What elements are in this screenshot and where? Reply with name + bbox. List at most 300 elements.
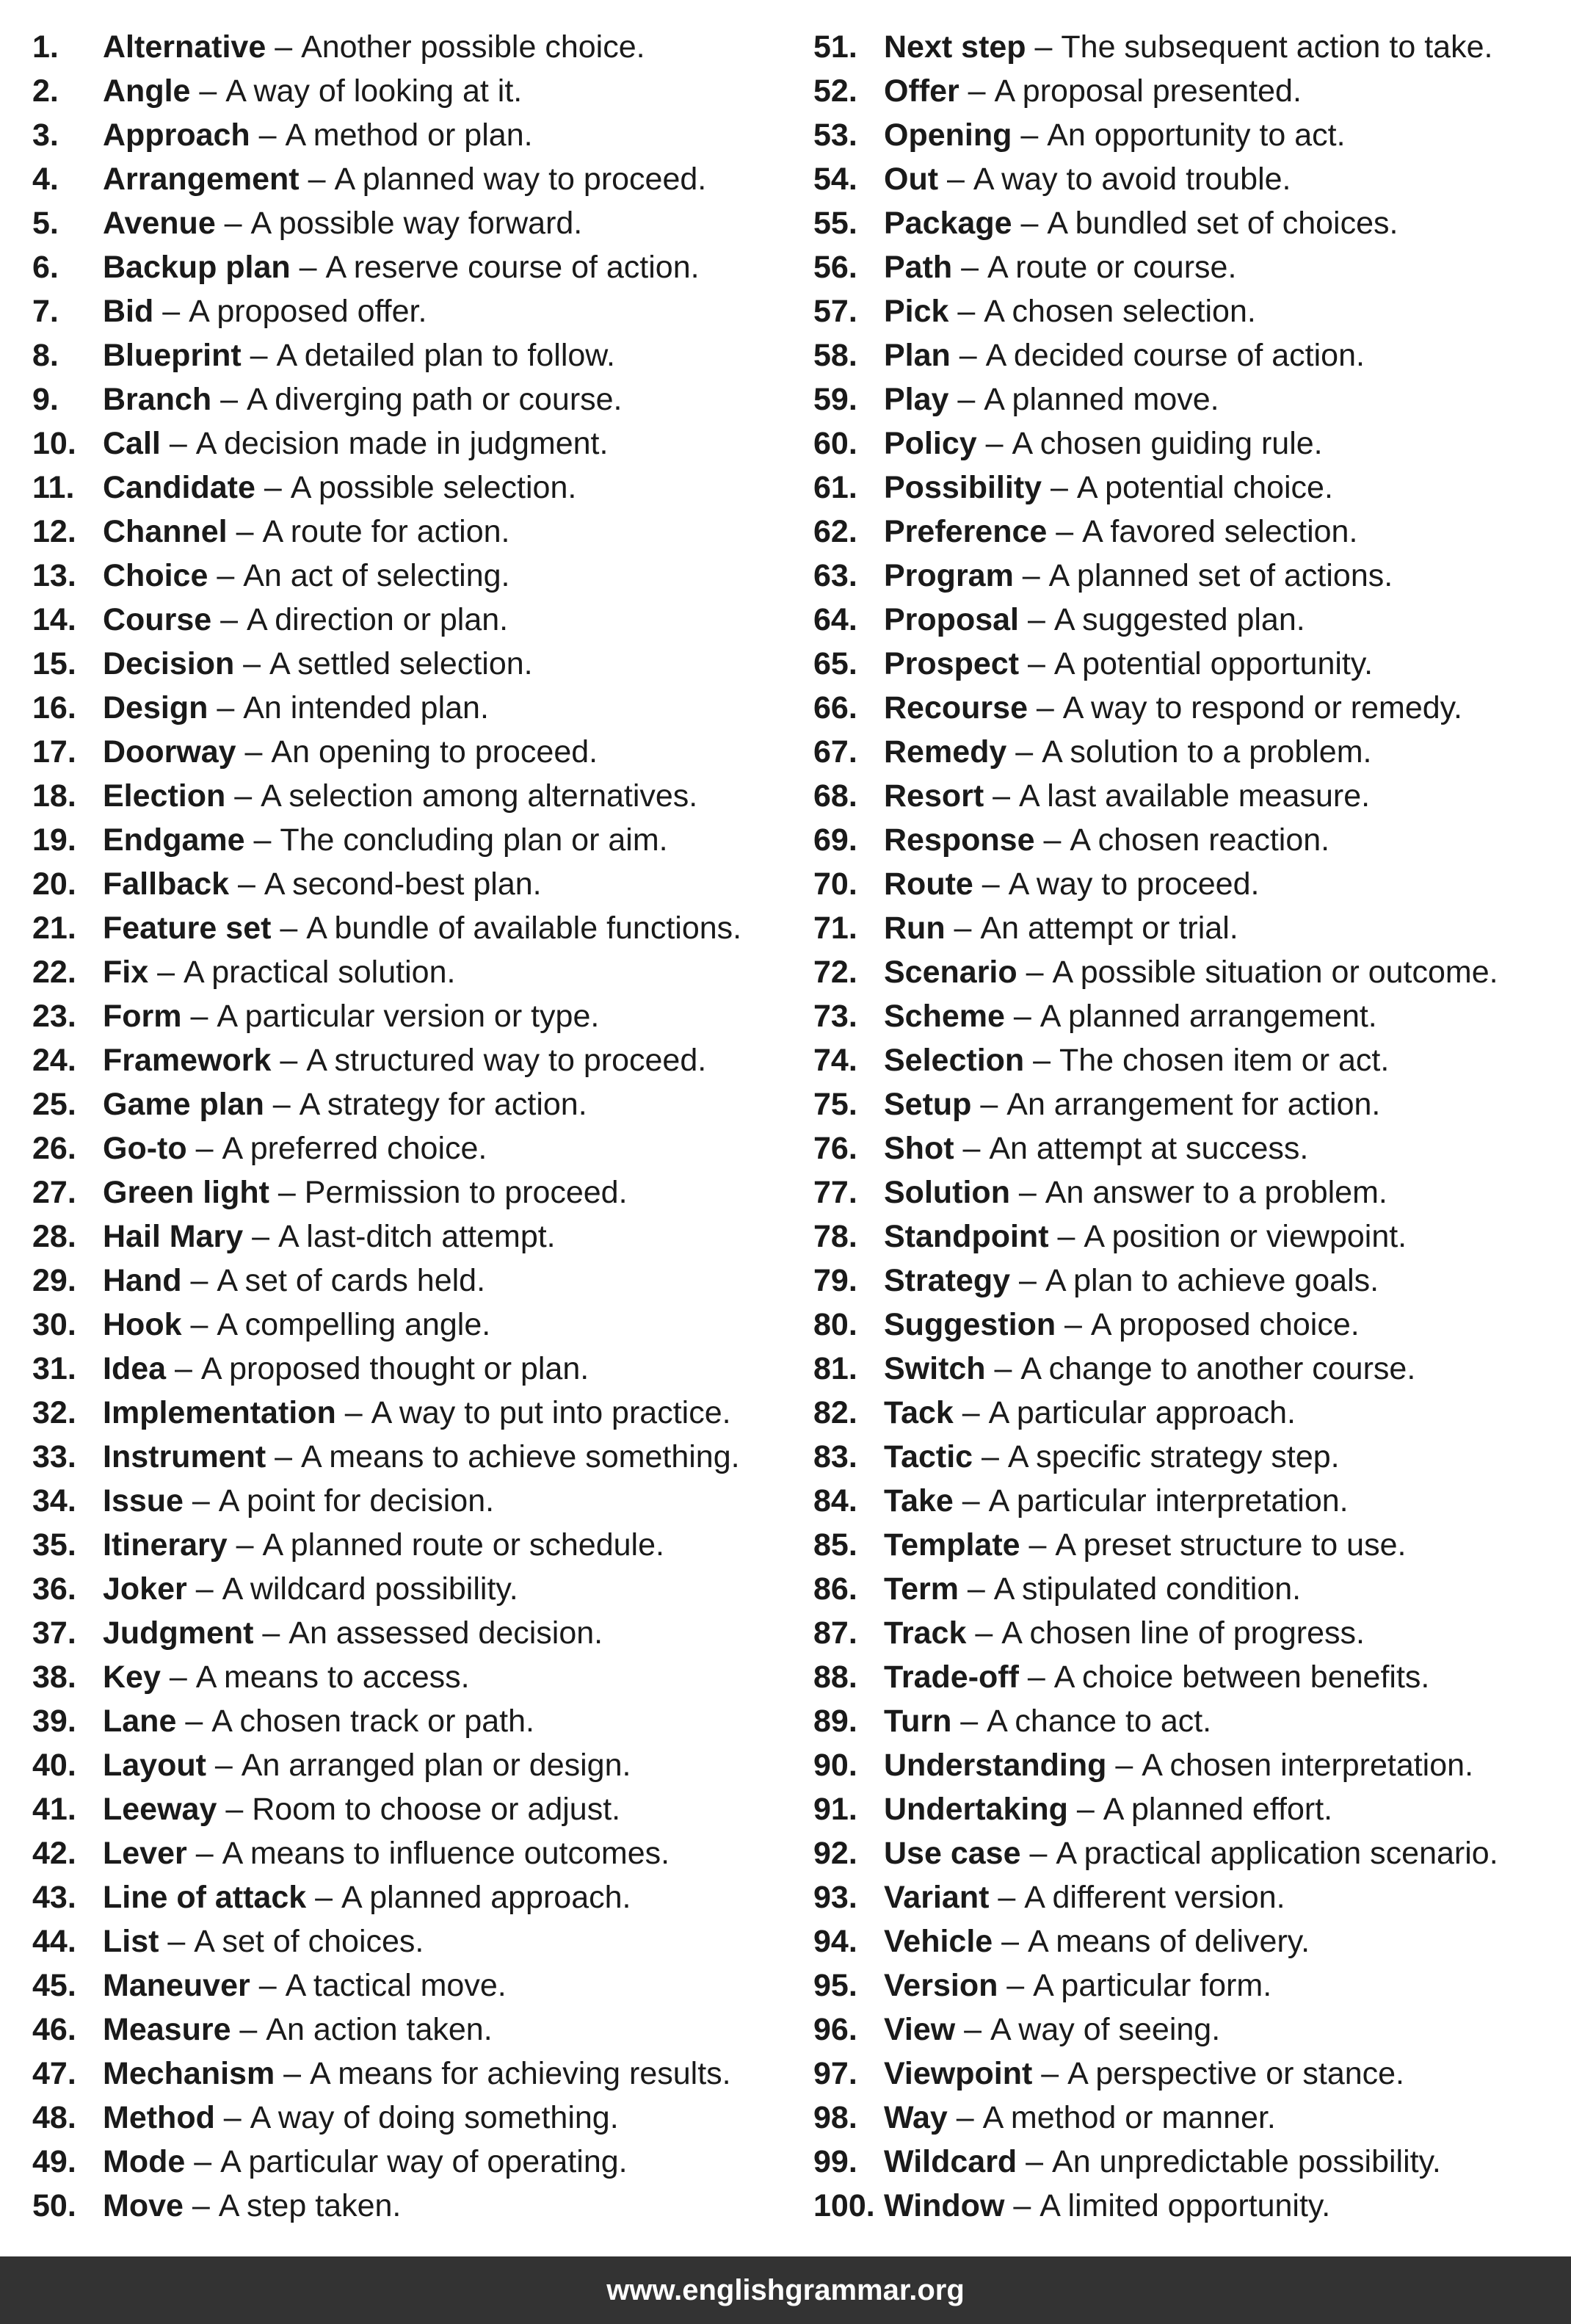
list-item xyxy=(32,245,810,289)
item-separator: – xyxy=(1056,1307,1091,1342)
item-separator: – xyxy=(266,29,302,65)
item-separator: – xyxy=(1067,1792,1103,1827)
item-definition: A stipulated condition. xyxy=(993,1571,1302,1607)
item-definition: A tactical move. xyxy=(285,1968,507,2003)
item-separator: – xyxy=(966,1615,1002,1651)
item-separator: – xyxy=(215,206,251,241)
item-term: Viewpoint xyxy=(884,2056,1033,2091)
item-term: Take xyxy=(884,1483,954,1518)
item-separator: – xyxy=(993,1924,1028,1959)
item-term: Line of attack xyxy=(103,1880,307,1915)
item-number: 75. xyxy=(813,1087,857,1122)
item-number: 99. xyxy=(813,2144,857,2179)
item-term: Bid xyxy=(103,294,154,329)
item-term: Hail Mary xyxy=(103,1219,244,1254)
item-term: Remedy xyxy=(884,734,1007,770)
item-definition: A planned effort. xyxy=(1103,1792,1333,1827)
list-item xyxy=(813,1787,1571,1831)
item-separator: – xyxy=(211,382,247,417)
list-item xyxy=(32,1038,810,1082)
list-item xyxy=(32,1170,810,1215)
item-separator: – xyxy=(1013,558,1049,593)
item-separator: – xyxy=(948,382,984,417)
item-term: Endgame xyxy=(103,822,245,858)
item-definition: A proposed choice. xyxy=(1090,1307,1360,1342)
item-term: Program xyxy=(884,558,1014,593)
item-number: 74. xyxy=(813,1043,857,1078)
item-number: 95. xyxy=(813,1968,857,2003)
item-number: 53. xyxy=(813,117,857,153)
item-term: Arrangement xyxy=(103,162,300,197)
item-number: 4. xyxy=(32,162,59,197)
list-item xyxy=(813,950,1571,994)
item-term: Strategy xyxy=(884,1263,1011,1298)
item-number: 64. xyxy=(813,602,857,637)
list-item xyxy=(32,1743,810,1787)
item-number: 22. xyxy=(32,955,76,990)
item-definition: A wildcard possibility. xyxy=(222,1571,518,1607)
item-number: 68. xyxy=(813,778,857,814)
item-number: 98. xyxy=(813,2100,857,2135)
list-item xyxy=(813,25,1571,69)
item-definition: Another possible choice. xyxy=(301,29,645,65)
item-separator: – xyxy=(227,514,263,549)
item-number: 18. xyxy=(32,778,76,814)
list-item xyxy=(32,1831,810,1875)
item-number: 24. xyxy=(32,1043,76,1078)
list-item xyxy=(32,510,810,554)
item-term: Fix xyxy=(103,955,149,990)
item-number: 12. xyxy=(32,514,76,549)
item-definition: A set of cards held. xyxy=(217,1263,486,1298)
item-number: 10. xyxy=(32,426,76,461)
item-definition: An assessed decision. xyxy=(289,1615,603,1651)
item-separator: – xyxy=(253,1615,289,1651)
list-item xyxy=(813,466,1571,510)
item-number: 54. xyxy=(813,162,857,197)
list-item xyxy=(32,1347,810,1391)
list-item xyxy=(813,686,1571,730)
list-item xyxy=(813,1215,1571,1259)
item-separator: – xyxy=(1027,690,1063,725)
item-separator: – xyxy=(160,1659,196,1695)
list-item xyxy=(32,2096,810,2140)
item-term: Route xyxy=(884,866,973,902)
item-term: Fallback xyxy=(103,866,230,902)
item-definition: An opening to proceed. xyxy=(271,734,598,770)
item-definition: A planned move. xyxy=(984,382,1219,417)
item-separator: – xyxy=(1047,514,1083,549)
item-definition: A detailed plan to follow. xyxy=(276,338,615,373)
item-definition: A last-ditch attempt. xyxy=(278,1219,556,1254)
item-definition: A choice between benefits. xyxy=(1053,1659,1430,1695)
item-separator: – xyxy=(181,1307,217,1342)
item-number: 69. xyxy=(813,822,857,858)
item-term: Next step xyxy=(884,29,1026,65)
item-definition: A method or manner. xyxy=(982,2100,1276,2135)
item-number: 100. xyxy=(813,2188,875,2223)
item-term: Issue xyxy=(103,1483,184,1518)
item-term: Standpoint xyxy=(884,1219,1049,1254)
item-number: 13. xyxy=(32,558,76,593)
item-separator: – xyxy=(244,822,280,858)
item-definition: An attempt at success. xyxy=(989,1131,1309,1166)
item-definition: A possible selection. xyxy=(290,470,577,505)
item-separator: – xyxy=(214,2100,250,2135)
item-separator: – xyxy=(290,250,326,285)
list-item xyxy=(813,1611,1571,1655)
item-term: Way xyxy=(884,2100,948,2135)
list-item xyxy=(32,157,810,201)
item-number: 25. xyxy=(32,1087,76,1122)
item-separator: – xyxy=(271,1043,307,1078)
item-term: Recourse xyxy=(884,690,1028,725)
item-number: 1. xyxy=(32,29,59,65)
footer-bar xyxy=(0,2256,1571,2324)
item-number: 92. xyxy=(813,1836,857,1871)
item-definition: A particular way of operating. xyxy=(220,2144,628,2179)
item-separator: – xyxy=(1004,2188,1040,2223)
item-definition: A perspective or stance. xyxy=(1067,2056,1405,2091)
item-separator: – xyxy=(183,1483,219,1518)
item-term: Leeway xyxy=(103,1792,217,1827)
item-separator: – xyxy=(958,1571,994,1607)
item-number: 97. xyxy=(813,2056,857,2091)
item-separator: – xyxy=(1020,1527,1056,1563)
item-separator: – xyxy=(954,1131,990,1166)
item-definition: A proposed thought or plan. xyxy=(200,1351,589,1386)
list-item xyxy=(32,1787,810,1831)
item-definition: A limited opportunity. xyxy=(1040,2188,1331,2223)
item-definition: A proposal presented. xyxy=(994,73,1302,109)
item-term: Plan xyxy=(884,338,951,373)
item-term: Judgment xyxy=(103,1615,254,1651)
item-number: 59. xyxy=(813,382,857,417)
item-term: Maneuver xyxy=(103,1968,250,2003)
item-separator: – xyxy=(269,1175,305,1210)
item-separator: – xyxy=(160,426,196,461)
footer-website[interactable]: www.englishgrammar.org xyxy=(606,2273,965,2306)
list-item xyxy=(813,510,1571,554)
item-number: 62. xyxy=(813,514,857,549)
list-item xyxy=(32,862,810,906)
list-item xyxy=(813,818,1571,862)
item-term: Mechanism xyxy=(103,2056,275,2091)
item-term: Lever xyxy=(103,1836,187,1871)
item-term: Candidate xyxy=(103,470,255,505)
list-item xyxy=(32,2184,810,2228)
right-column xyxy=(813,25,1571,2228)
item-separator: – xyxy=(335,1395,371,1430)
item-number: 2. xyxy=(32,73,59,109)
item-number: 38. xyxy=(32,1659,76,1695)
list-item xyxy=(813,1170,1571,1215)
list-item xyxy=(32,1126,810,1170)
item-separator: – xyxy=(1018,1659,1054,1695)
list-item xyxy=(32,1479,810,1523)
item-term: Use case xyxy=(884,1836,1021,1871)
item-definition: A solution to a problem. xyxy=(1042,734,1372,770)
item-definition: An act of selecting. xyxy=(243,558,510,593)
item-separator: – xyxy=(951,1704,987,1739)
item-number: 79. xyxy=(813,1263,857,1298)
item-definition: A means to influence outcomes. xyxy=(222,1836,670,1871)
list-item xyxy=(32,1963,810,2008)
list-item xyxy=(813,1259,1571,1303)
item-term: Move xyxy=(103,2188,184,2223)
item-term: Play xyxy=(884,382,949,417)
list-item xyxy=(813,113,1571,157)
item-definition: A second-best plan. xyxy=(264,866,542,902)
item-number: 96. xyxy=(813,2012,857,2047)
item-separator: – xyxy=(1020,1836,1056,1871)
list-item xyxy=(813,1038,1571,1082)
item-number: 46. xyxy=(32,2012,76,2047)
item-separator: – xyxy=(186,1131,222,1166)
item-separator: – xyxy=(1006,734,1042,770)
item-separator: – xyxy=(186,1571,222,1607)
item-number: 71. xyxy=(813,911,857,946)
item-separator: – xyxy=(959,73,995,109)
item-definition: A strategy for action. xyxy=(299,1087,587,1122)
list-item xyxy=(32,2008,810,2052)
list-item xyxy=(32,1919,810,1963)
item-definition: Room to choose or adjust. xyxy=(252,1792,621,1827)
item-term: Green light xyxy=(103,1175,269,1210)
item-separator: – xyxy=(206,1748,242,1783)
item-definition: An arrangement for action. xyxy=(1006,1087,1381,1122)
item-term: Feature set xyxy=(103,911,272,946)
item-separator: – xyxy=(250,117,286,153)
item-term: Version xyxy=(884,1968,998,2003)
item-separator: – xyxy=(166,1351,201,1386)
item-definition: A planned route or schedule. xyxy=(262,1527,664,1563)
item-definition: The subsequent action to take. xyxy=(1061,29,1493,65)
item-number: 48. xyxy=(32,2100,76,2135)
item-definition: A decision made in judgment. xyxy=(195,426,609,461)
item-number: 66. xyxy=(813,690,857,725)
item-term: Preference xyxy=(884,514,1048,549)
list-item xyxy=(813,2052,1571,2096)
item-definition: A route for action. xyxy=(262,514,510,549)
item-separator: – xyxy=(227,1527,263,1563)
list-item xyxy=(813,2140,1571,2184)
item-separator: – xyxy=(1009,1175,1045,1210)
item-term: Key xyxy=(103,1659,161,1695)
item-term: Decision xyxy=(103,646,235,681)
item-number: 67. xyxy=(813,734,857,770)
item-number: 17. xyxy=(32,734,76,770)
item-term: Measure xyxy=(103,2012,231,2047)
item-number: 39. xyxy=(32,1704,76,1739)
item-definition: A practical application scenario. xyxy=(1056,1836,1498,1871)
item-separator: – xyxy=(186,1836,222,1871)
list-item xyxy=(32,730,810,774)
item-definition: A way to put into practice. xyxy=(371,1395,731,1430)
item-term: View xyxy=(884,2012,956,2047)
item-definition: A compelling angle. xyxy=(217,1307,491,1342)
item-separator: – xyxy=(1017,955,1053,990)
list-item xyxy=(813,994,1571,1038)
list-item xyxy=(813,1391,1571,1435)
item-number: 41. xyxy=(32,1792,76,1827)
list-item xyxy=(813,245,1571,289)
item-term: Layout xyxy=(103,1748,206,1783)
item-term: Design xyxy=(103,690,208,725)
item-definition: An answer to a problem. xyxy=(1045,1175,1387,1210)
list-item xyxy=(32,774,810,818)
item-definition: A planned set of actions. xyxy=(1048,558,1393,593)
item-definition: A suggested plan. xyxy=(1053,602,1305,637)
item-number: 29. xyxy=(32,1263,76,1298)
item-number: 57. xyxy=(813,294,857,329)
item-definition: A chosen guiding rule. xyxy=(1012,426,1323,461)
list-item xyxy=(32,1523,810,1567)
item-separator: – xyxy=(208,558,244,593)
item-number: 82. xyxy=(813,1395,857,1430)
list-item xyxy=(813,69,1571,113)
item-separator: – xyxy=(1032,2056,1068,2091)
item-term: Angle xyxy=(103,73,191,109)
left-column xyxy=(32,25,810,2228)
item-definition: A bundle of available functions. xyxy=(306,911,742,946)
item-definition: A chosen selection. xyxy=(984,294,1256,329)
item-separator: – xyxy=(984,778,1020,814)
item-definition: An arranged plan or design. xyxy=(241,1748,631,1783)
item-number: 90. xyxy=(813,1748,857,1783)
item-number: 83. xyxy=(813,1439,857,1474)
item-separator: – xyxy=(217,1792,253,1827)
item-term: Course xyxy=(103,602,212,637)
item-number: 88. xyxy=(813,1659,857,1695)
item-number: 6. xyxy=(32,250,59,285)
list-item xyxy=(813,906,1571,950)
item-definition: A favored selection. xyxy=(1082,514,1358,549)
item-definition: A preferred choice. xyxy=(222,1131,487,1166)
item-separator: – xyxy=(989,1880,1025,1915)
item-number: 14. xyxy=(32,602,76,637)
item-separator: – xyxy=(971,1087,1007,1122)
item-separator: – xyxy=(266,1439,301,1474)
item-definition: A possible way forward. xyxy=(250,206,583,241)
list-item xyxy=(32,642,810,686)
item-term: Avenue xyxy=(103,206,216,241)
item-number: 21. xyxy=(32,911,76,946)
item-number: 8. xyxy=(32,338,59,373)
item-separator: – xyxy=(306,1880,341,1915)
item-definition: A proposed offer. xyxy=(189,294,427,329)
list-item xyxy=(32,1303,810,1347)
list-item xyxy=(32,333,810,377)
item-number: 26. xyxy=(32,1131,76,1166)
item-number: 56. xyxy=(813,250,857,285)
item-term: Form xyxy=(103,999,182,1034)
item-definition: A last available measure. xyxy=(1019,778,1371,814)
list-item xyxy=(32,818,810,862)
item-definition: A way to respond or remedy. xyxy=(1062,690,1462,725)
item-term: Run xyxy=(884,911,946,946)
item-term: Variant xyxy=(884,1880,990,1915)
item-definition: A point for decision. xyxy=(218,1483,495,1518)
item-definition: A means of delivery. xyxy=(1028,1924,1310,1959)
item-number: 84. xyxy=(813,1483,857,1518)
item-number: 5. xyxy=(32,206,59,241)
item-term: Path xyxy=(884,250,953,285)
item-definition: A reserve course of action. xyxy=(325,250,700,285)
item-number: 3. xyxy=(32,117,59,153)
list-item xyxy=(32,686,810,730)
list-item xyxy=(32,1655,810,1699)
list-item xyxy=(813,333,1571,377)
item-separator: – xyxy=(1012,117,1048,153)
item-separator: – xyxy=(153,294,189,329)
list-item xyxy=(32,113,810,157)
item-definition: The concluding plan or aim. xyxy=(280,822,668,858)
item-separator: – xyxy=(1026,29,1062,65)
item-number: 65. xyxy=(813,646,857,681)
item-separator: – xyxy=(264,1087,300,1122)
item-term: Understanding xyxy=(884,1748,1107,1783)
item-separator: – xyxy=(181,999,217,1034)
item-number: 28. xyxy=(32,1219,76,1254)
item-term: Lane xyxy=(103,1704,177,1739)
item-definition: A selection among alternatives. xyxy=(261,778,698,814)
item-term: Wildcard xyxy=(884,2144,1017,2179)
item-number: 43. xyxy=(32,1880,76,1915)
item-separator: – xyxy=(299,162,335,197)
item-term: Itinerary xyxy=(103,1527,228,1563)
item-term: Idea xyxy=(103,1351,167,1386)
list-item xyxy=(32,2140,810,2184)
item-definition: A particular form. xyxy=(1033,1968,1272,2003)
item-number: 20. xyxy=(32,866,76,902)
item-separator: – xyxy=(952,250,987,285)
item-number: 51. xyxy=(813,29,857,65)
item-number: 72. xyxy=(813,955,857,990)
item-separator: – xyxy=(948,294,984,329)
item-definition: An unpredictable possibility. xyxy=(1052,2144,1441,2179)
item-number: 77. xyxy=(813,1175,857,1210)
item-term: Setup xyxy=(884,1087,972,1122)
item-number: 94. xyxy=(813,1924,857,1959)
item-definition: Permission to proceed. xyxy=(304,1175,628,1210)
item-term: Framework xyxy=(103,1043,272,1078)
item-definition: A different version. xyxy=(1024,1880,1285,1915)
item-separator: – xyxy=(998,1968,1034,2003)
item-separator: – xyxy=(271,911,307,946)
item-term: Tack xyxy=(884,1395,954,1430)
item-number: 16. xyxy=(32,690,76,725)
item-definition: A particular interpretation. xyxy=(988,1483,1349,1518)
item-definition: A planned approach. xyxy=(341,1880,631,1915)
list-item xyxy=(813,598,1571,642)
item-number: 85. xyxy=(813,1527,857,1563)
list-item xyxy=(813,1919,1571,1963)
item-term: Pick xyxy=(884,294,949,329)
item-term: Game plan xyxy=(103,1087,264,1122)
item-definition: A settled selection. xyxy=(269,646,533,681)
item-separator: – xyxy=(1019,602,1054,637)
item-number: 63. xyxy=(813,558,857,593)
item-number: 32. xyxy=(32,1395,76,1430)
item-separator: – xyxy=(1004,999,1040,1034)
item-separator: – xyxy=(1034,822,1070,858)
list-item xyxy=(813,642,1571,686)
item-separator: – xyxy=(985,1351,1021,1386)
item-definition: A way of doing something. xyxy=(250,2100,619,2135)
item-number: 40. xyxy=(32,1748,76,1783)
list-item xyxy=(813,1831,1571,1875)
